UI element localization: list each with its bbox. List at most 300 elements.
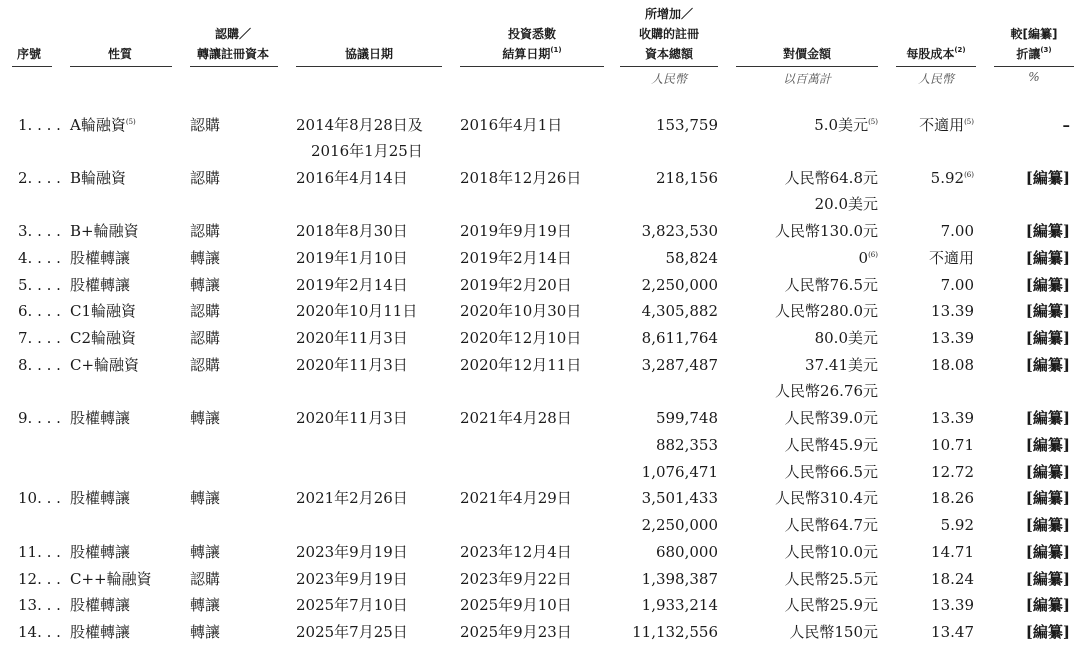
row-cost-text: 7.00 <box>940 276 974 294</box>
row-nature-text: C+輪融資 <box>70 356 140 374</box>
row-discount-text: – <box>1062 116 1070 134</box>
row-cost <box>941 516 974 534</box>
header-underline <box>296 66 442 67</box>
row-cost <box>931 409 974 427</box>
row-nature-text: B輪融資 <box>70 169 127 187</box>
row-nature-text: 股權轉讓 <box>70 276 131 294</box>
row-seq <box>18 570 61 588</box>
row-agreement-date: 2018年8月30日 <box>296 222 408 240</box>
row-type <box>190 116 220 134</box>
row-consideration-text: 人民幣76.5元 <box>784 276 878 294</box>
unit-discount: % <box>1028 70 1040 84</box>
row-seq-text: 2. . . . <box>18 169 61 187</box>
row-consideration-text: 人民幣310.4元 <box>775 489 878 507</box>
row-capital <box>656 543 718 561</box>
footnote-marker: (5) <box>964 118 974 126</box>
row-capital <box>642 222 718 240</box>
header-line: 收購的註冊 <box>638 27 699 41</box>
row-discount <box>1026 169 1070 187</box>
row-cost <box>931 623 974 641</box>
row-agreement-date: 2020年11月3日 <box>296 409 408 427</box>
header-seq <box>12 44 46 64</box>
row-discount-text: [編纂] <box>1025 169 1070 187</box>
row-nature-text: 股權轉讓 <box>70 249 131 267</box>
row-cost <box>941 276 974 294</box>
row-consideration <box>789 623 878 641</box>
row-settlement-date-text: 2016年4月1日 <box>460 116 563 134</box>
row-type-text: 認購 <box>190 570 221 588</box>
row-discount-text: [編纂] <box>1025 409 1070 427</box>
row-agreement-date: 2014年8月28日及 <box>296 116 423 134</box>
row-capital-text: 8,611,764 <box>641 329 718 347</box>
row-agreement-date: 2016年1月25日 <box>311 142 423 160</box>
row-discount-text: [編纂] <box>1025 489 1070 507</box>
row-settlement-date-text: 2020年12月10日 <box>460 329 582 347</box>
row-discount-text: [編纂] <box>1025 302 1070 320</box>
row-agreement-date: 2020年11月3日 <box>296 329 408 347</box>
row-capital <box>642 302 718 320</box>
row-type-text: 認購 <box>190 222 221 240</box>
row-discount-text: [編纂] <box>1025 463 1070 481</box>
header-settlement-date <box>460 24 604 64</box>
row-consideration <box>805 356 878 374</box>
row-nature <box>70 329 136 347</box>
row-type-text: 認購 <box>190 356 221 374</box>
row-cost-text: 13.47 <box>931 623 974 641</box>
row-seq <box>18 596 61 614</box>
row-discount <box>1026 356 1070 374</box>
header-underline <box>460 66 604 67</box>
row-capital <box>642 356 718 374</box>
row-nature <box>70 116 136 134</box>
row-capital-text: 680,000 <box>655 543 718 561</box>
row-capital-text: 3,501,433 <box>641 489 718 507</box>
row-seq <box>18 623 61 641</box>
row-settlement-date-text: 2021年4月29日 <box>460 489 572 507</box>
row-consideration <box>814 116 878 134</box>
row-nature <box>70 302 136 320</box>
row-discount <box>1026 409 1070 427</box>
row-seq <box>18 543 61 561</box>
row-type <box>190 302 220 320</box>
row-cost-text: 5.92 <box>940 516 974 534</box>
row-nature <box>70 489 130 507</box>
row-cost <box>931 436 974 454</box>
header-underline <box>994 66 1074 67</box>
row-nature-text: 股權轉讓 <box>70 489 131 507</box>
row-seq-text: 12. . . <box>18 570 61 588</box>
row-capital <box>642 570 718 588</box>
row-discount-text: [編纂] <box>1025 276 1070 294</box>
row-seq <box>18 409 61 427</box>
row-seq <box>18 329 61 347</box>
row-nature <box>70 356 139 374</box>
row-consideration <box>785 436 878 454</box>
row-discount <box>1026 276 1070 294</box>
row-capital-text: 3,287,487 <box>641 356 718 374</box>
row-settlement-date-text: 2025年9月10日 <box>460 596 572 614</box>
row-nature-text: C2輪融資 <box>70 329 137 347</box>
header-line <box>460 44 604 64</box>
row-nature <box>70 276 130 294</box>
row-consideration-text: 人民幣150元 <box>789 623 878 641</box>
row-settlement-date-text: 2019年2月20日 <box>460 276 572 294</box>
row-type-text: 轉讓 <box>190 276 221 294</box>
row-capital <box>656 116 718 134</box>
row-capital-text: 599,748 <box>655 409 718 427</box>
row-seq-text: 4. . . . <box>18 249 61 267</box>
row-type-text: 轉讓 <box>190 596 221 614</box>
row-cost-text: 13.39 <box>931 596 974 614</box>
row-settlement-date-text: 2019年2月14日 <box>460 249 572 267</box>
row-consideration-text: 人民幣25.5元 <box>784 570 878 588</box>
row-seq-text: 11. . . <box>18 543 61 561</box>
footnote-marker: (6) <box>964 171 974 179</box>
row-capital <box>642 276 718 294</box>
row-settlement-date-text: 2020年12月11日 <box>460 356 582 374</box>
header-line: 協議日期 <box>344 47 393 61</box>
row-settlement-date <box>460 543 572 561</box>
row-settlement-date <box>460 489 572 507</box>
row-settlement-date <box>460 169 581 187</box>
row-type <box>190 329 220 347</box>
row-settlement-date <box>460 570 572 588</box>
row-seq <box>18 222 61 240</box>
row-consideration <box>785 409 878 427</box>
row-nature-text: 股權轉讓 <box>70 543 131 561</box>
row-seq-text: 13. . . <box>18 596 61 614</box>
header-subscription-type <box>190 24 276 64</box>
row-discount-text: [編纂] <box>1025 596 1070 614</box>
row-cost-text: 10.71 <box>931 436 974 454</box>
header-consideration <box>736 44 878 64</box>
row-type-text: 認購 <box>190 302 221 320</box>
row-nature <box>70 543 130 561</box>
row-agreement-date: 2020年11月3日 <box>296 356 408 374</box>
row-type <box>190 356 220 374</box>
unit-cost: 人民幣 <box>917 72 954 86</box>
row-capital-text: 2,250,000 <box>641 276 718 294</box>
row-discount <box>1026 489 1070 507</box>
row-settlement-date <box>460 302 581 320</box>
row-capital <box>642 463 718 481</box>
row-consideration-text: 80.0美元 <box>814 329 878 347</box>
header-line: 所增加／ <box>644 7 693 21</box>
row-cost-text: 18.08 <box>931 356 974 374</box>
row-type-text: 轉讓 <box>190 543 221 561</box>
row-consideration <box>785 596 878 614</box>
row-settlement-date <box>460 276 572 294</box>
row-type <box>190 543 220 561</box>
row-discount <box>1026 222 1070 240</box>
row-cost-text: 13.39 <box>931 329 974 347</box>
row-discount-text: [編纂] <box>1025 543 1070 561</box>
row-settlement-date <box>460 116 562 134</box>
row-discount <box>1026 302 1070 320</box>
header-line <box>896 44 976 64</box>
row-seq-text: 9. . . . <box>18 409 61 427</box>
row-type-text: 認購 <box>190 329 221 347</box>
row-consideration-text: 5.0美元 <box>814 116 869 134</box>
row-capital <box>632 623 718 641</box>
row-seq-text: 8. . . . <box>18 356 61 374</box>
row-nature <box>70 249 130 267</box>
row-cost <box>929 249 974 267</box>
row-seq-text: 5. . . . <box>18 276 61 294</box>
row-type <box>190 276 220 294</box>
row-discount-text: [編纂] <box>1025 356 1070 374</box>
row-capital <box>642 489 718 507</box>
row-discount <box>1026 570 1070 588</box>
footnote-marker: (2) <box>954 46 966 54</box>
row-cost <box>931 302 974 320</box>
row-discount <box>1026 543 1070 561</box>
header-cost-per-share <box>896 44 976 64</box>
row-cost <box>931 570 974 588</box>
row-seq <box>18 169 61 187</box>
header-text: 折讓 <box>1016 47 1041 61</box>
row-agreement-date: 2025年7月10日 <box>296 596 408 614</box>
row-settlement-date-text: 2021年4月28日 <box>460 409 572 427</box>
row-settlement-date <box>460 596 572 614</box>
row-nature-text: 股權轉讓 <box>70 623 131 641</box>
row-consideration-text: 人民幣25.9元 <box>784 596 878 614</box>
row-seq-text: 14. . . <box>18 623 61 641</box>
header-agreement-date <box>296 44 442 64</box>
footnote-marker: (6) <box>868 251 878 259</box>
header-line: 投資悉數 <box>507 27 556 41</box>
unit-consideration: 以百萬計 <box>782 72 831 86</box>
row-capital-text: 4,305,882 <box>641 302 718 320</box>
row-consideration-text: 人民幣26.76元 <box>775 382 878 400</box>
row-discount-text: [編纂] <box>1025 249 1070 267</box>
row-cost <box>931 463 974 481</box>
row-consideration <box>785 463 878 481</box>
row-type <box>190 409 220 427</box>
row-cost-text: 不適用 <box>928 249 974 267</box>
row-cost-text: 13.39 <box>931 302 974 320</box>
row-capital <box>666 249 719 267</box>
row-seq-text: 3. . . . <box>18 222 61 240</box>
row-cost <box>931 356 974 374</box>
row-consideration-text: 人民幣64.7元 <box>784 516 878 534</box>
row-seq-text: 1. . . . <box>18 116 61 134</box>
row-cost <box>931 329 974 347</box>
row-type <box>190 489 220 507</box>
row-consideration-text: 20.0美元 <box>814 195 878 213</box>
row-settlement-date <box>460 409 572 427</box>
row-consideration <box>859 249 878 267</box>
header-registered-capital <box>620 4 718 64</box>
row-consideration <box>785 543 878 561</box>
row-agreement-date: 2016年4月14日 <box>296 169 408 187</box>
row-consideration-text: 人民幣10.0元 <box>784 543 878 561</box>
row-consideration <box>785 276 878 294</box>
row-type-text: 認購 <box>190 116 221 134</box>
row-cost-text: 12.72 <box>931 463 974 481</box>
row-nature-text: 股權轉讓 <box>70 409 131 427</box>
header-line: 資本總額 <box>644 47 693 61</box>
row-type <box>190 249 220 267</box>
row-settlement-date <box>460 249 572 267</box>
header-discount <box>994 24 1074 64</box>
row-consideration-text: 人民幣64.8元 <box>784 169 878 187</box>
row-nature-text: C++輪融資 <box>70 570 152 588</box>
row-type <box>190 570 220 588</box>
row-agreement-date: 2020年10月11日 <box>296 302 418 320</box>
row-type <box>190 222 220 240</box>
row-type-text: 轉讓 <box>190 249 221 267</box>
row-cost-text: 13.39 <box>931 409 974 427</box>
row-nature-text: 股權轉讓 <box>70 596 131 614</box>
row-agreement-date: 2019年2月14日 <box>296 276 408 294</box>
row-cost <box>931 489 974 507</box>
row-discount-text: [編纂] <box>1025 623 1070 641</box>
row-cost <box>931 169 974 187</box>
row-consideration <box>815 329 878 347</box>
row-nature-text: A輪融資 <box>70 116 126 134</box>
row-capital <box>642 516 718 534</box>
row-discount-text: [編纂] <box>1025 222 1070 240</box>
row-consideration-text: 37.41美元 <box>805 356 878 374</box>
row-type <box>190 596 220 614</box>
row-nature <box>70 596 130 614</box>
row-agreement-date: 2025年7月25日 <box>296 623 408 641</box>
row-cost-text: 7.00 <box>940 222 974 240</box>
header-underline <box>190 66 278 67</box>
row-type-text: 轉讓 <box>190 489 221 507</box>
row-type-text: 轉讓 <box>190 409 221 427</box>
row-settlement-date-text: 2020年10月30日 <box>460 302 582 320</box>
row-seq-text: 7. . . . <box>18 329 61 347</box>
row-capital-text: 58,824 <box>665 249 718 267</box>
row-settlement-date <box>460 623 572 641</box>
row-nature <box>70 222 139 240</box>
row-capital <box>656 436 718 454</box>
header-nature <box>70 44 170 64</box>
row-capital-text: 3,823,530 <box>641 222 718 240</box>
row-discount-text: [編纂] <box>1025 329 1070 347</box>
row-settlement-date-text: 2023年9月22日 <box>460 570 572 588</box>
header-line <box>994 44 1074 64</box>
header-line: 序號 <box>16 47 41 61</box>
header-line: 性質 <box>107 47 132 61</box>
row-discount <box>1026 249 1070 267</box>
row-capital-text: 2,250,000 <box>641 516 718 534</box>
row-type <box>190 623 220 641</box>
row-capital-text: 1,398,387 <box>641 570 718 588</box>
row-discount <box>1026 463 1070 481</box>
header-underline <box>620 66 718 67</box>
row-agreement-date: 2019年1月10日 <box>296 249 408 267</box>
row-discount <box>1026 436 1070 454</box>
row-cost <box>931 596 974 614</box>
row-agreement-date: 2023年9月19日 <box>296 570 408 588</box>
row-agreement-date: 2023年9月19日 <box>296 543 408 561</box>
row-settlement-date-text: 2019年9月19日 <box>460 222 572 240</box>
row-capital <box>642 329 718 347</box>
row-type-text: 認購 <box>190 169 221 187</box>
footnote-marker: (3) <box>1040 46 1052 54</box>
row-seq-text: 6. . . . <box>18 302 61 320</box>
row-discount-text: [編纂] <box>1025 516 1070 534</box>
header-text: 結算日期 <box>502 47 551 61</box>
unit-capital: 人民幣 <box>650 72 687 86</box>
row-cost <box>919 116 974 134</box>
row-discount <box>1026 596 1070 614</box>
row-settlement-date-text: 2018年12月26日 <box>460 169 582 187</box>
header-text: 每股成本 <box>906 47 955 61</box>
header-line: 較[編纂] <box>1010 27 1058 41</box>
row-nature <box>70 409 130 427</box>
row-cost-text: 不適用 <box>919 116 965 134</box>
row-cost-text: 5.92 <box>930 169 965 187</box>
header-underline <box>70 66 172 67</box>
row-seq-text: 10. . . <box>18 489 61 507</box>
row-nature <box>70 570 152 588</box>
header-underline <box>896 66 976 67</box>
row-consideration-text: 人民幣66.5元 <box>784 463 878 481</box>
row-discount-text: [編纂] <box>1025 436 1070 454</box>
row-capital-text: 218,156 <box>655 169 718 187</box>
row-discount <box>1026 516 1070 534</box>
row-settlement-date-text: 2025年9月23日 <box>460 623 572 641</box>
row-capital-text: 153,759 <box>655 116 718 134</box>
row-consideration <box>785 169 878 187</box>
row-nature <box>70 169 126 187</box>
row-seq <box>18 489 61 507</box>
row-agreement-date: 2021年2月26日 <box>296 489 408 507</box>
row-cost <box>941 222 974 240</box>
row-seq <box>18 116 61 134</box>
row-nature-text: C1輪融資 <box>70 302 137 320</box>
row-seq <box>18 249 61 267</box>
row-settlement-date <box>460 222 572 240</box>
row-consideration-text: 人民幣39.0元 <box>784 409 878 427</box>
row-discount-text: [編纂] <box>1025 570 1070 588</box>
row-capital <box>656 169 718 187</box>
row-seq <box>18 302 61 320</box>
header-underline <box>12 66 52 67</box>
row-settlement-date <box>460 356 581 374</box>
row-consideration <box>775 222 878 240</box>
row-seq <box>18 276 61 294</box>
row-type-text: 轉讓 <box>190 623 221 641</box>
header-line: 認購／ <box>214 27 251 41</box>
row-discount <box>1063 116 1071 134</box>
row-consideration <box>775 302 878 320</box>
row-consideration <box>785 570 878 588</box>
footnote-marker: (1) <box>550 46 562 54</box>
footnote-marker: (5) <box>868 118 878 126</box>
header-line: 轉讓註冊資本 <box>196 47 269 61</box>
row-consideration <box>785 516 878 534</box>
row-cost-text: 18.24 <box>931 570 974 588</box>
row-consideration <box>775 489 878 507</box>
row-capital-text: 11,132,556 <box>632 623 718 641</box>
row-consideration-text: 0 <box>858 249 869 267</box>
row-consideration <box>815 195 878 213</box>
row-type <box>190 169 220 187</box>
row-consideration <box>775 382 878 400</box>
header-line: 對價金額 <box>782 47 831 61</box>
row-consideration-text: 人民幣45.9元 <box>784 436 878 454</box>
row-nature-text: B+輪融資 <box>70 222 139 240</box>
row-capital-text: 1,076,471 <box>641 463 718 481</box>
row-consideration-text: 人民幣280.0元 <box>775 302 878 320</box>
row-settlement-date <box>460 329 581 347</box>
header-underline <box>736 66 878 67</box>
